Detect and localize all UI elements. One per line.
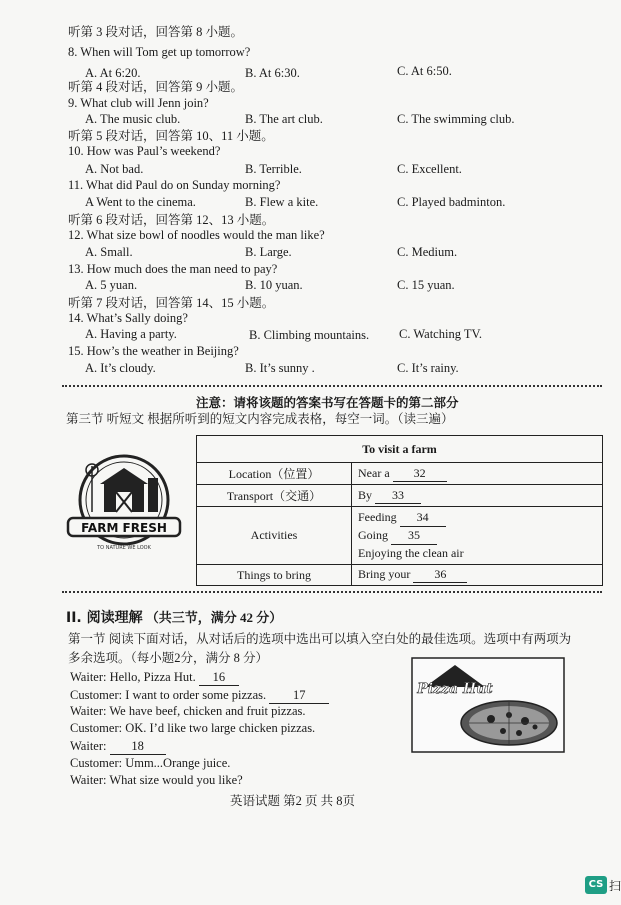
q12-option-c: C. Medium.	[397, 245, 458, 259]
transport-prefix: By	[358, 487, 373, 502]
pizza-hut-image	[411, 657, 565, 753]
blank-35[interactable]: 35	[391, 527, 437, 545]
section-heading-3: 听第 3 段对话，回答第 8 小题。	[68, 25, 244, 39]
row-activities-label: Activities	[197, 507, 352, 565]
camscanner-badge[interactable]: CS	[585, 876, 607, 894]
q13-option-b: B. 10 yuan.	[245, 278, 303, 292]
q12-option-b: B. Large.	[245, 245, 292, 259]
q10-option-c: C. Excellent.	[397, 162, 462, 176]
row-things-value	[352, 565, 603, 586]
q10-option-a: A. Not bad.	[85, 162, 144, 176]
blank-33[interactable]: 33	[375, 488, 421, 504]
question-13: 13. How much does the man need to pay?	[68, 262, 278, 276]
blank-36[interactable]: 36	[413, 567, 467, 583]
q8-option-a: A. At 6:20.	[85, 66, 141, 80]
q10-option-b: B. Terrible.	[245, 162, 302, 176]
pizza-hut-logo-text: Pizza Hut	[417, 681, 493, 697]
part2-title-note: （共三节，满分 42 分）	[145, 610, 283, 625]
q14-option-b: B. Climbing mountains.	[249, 328, 370, 342]
part2-title: II. 阅读理解	[66, 610, 143, 626]
blank-16[interactable]: 16	[199, 670, 239, 686]
q8-option-b: B. At 6:30.	[245, 66, 300, 80]
farm-visit-table	[196, 435, 603, 586]
dialog-5-text: Waiter:	[70, 739, 107, 753]
section-heading-4: 听第 4 段对话，回答第 9 小题。	[68, 80, 244, 94]
blank-17[interactable]: 17	[269, 688, 329, 704]
dialog-line-7: Waiter: What size would you like?	[70, 773, 243, 787]
row-location-label: Location（位置）	[197, 463, 352, 485]
section-heading-6: 听第 6 段对话，回答第 12、13 小题。	[68, 213, 275, 227]
enjoying-clean-air: Enjoying the clean air	[358, 546, 464, 560]
answer-notice: 注意：请将该题的答案书写在答题卡的第二部分	[196, 396, 459, 410]
farm-fresh-logo	[66, 452, 182, 556]
q9-option-b: B. The art club.	[245, 112, 323, 126]
q15-option-a: A. It’s cloudy.	[85, 361, 156, 375]
dialog-2-text: Customer: I want to order some pizzas.	[70, 688, 267, 702]
q11-option-a: A Went to the cinema.	[85, 195, 196, 209]
feeding-prefix: Feeding	[358, 510, 397, 524]
scan-label[interactable]: 扫	[609, 879, 621, 893]
table-title: To visit a farm	[197, 436, 603, 463]
q14-option-c: C. Watching TV.	[399, 327, 483, 341]
q15-option-b: B. It’s sunny .	[245, 361, 315, 375]
q9-option-c: C. The swimming club.	[397, 112, 515, 126]
farm-logo-subtext: TO NATURE WE LOOK	[97, 545, 151, 551]
location-prefix: Near a	[358, 465, 390, 480]
q14-option-a: A. Having a party.	[85, 327, 177, 341]
question-15: 15. How’s the weather in Beijing?	[68, 344, 239, 358]
dotted-divider-2	[62, 591, 602, 593]
section-3-heading: 第三节 听短文 根据所听到的短文内容完成表格，每空一词。（读三遍）	[66, 412, 454, 426]
q15-option-c: C. It’s rainy.	[397, 361, 459, 375]
q13-option-a: A. 5 yuan.	[85, 278, 138, 292]
dialog-line-6: Customer: Umm...Orange juice.	[70, 756, 231, 770]
blank-34[interactable]: 34	[400, 509, 446, 527]
going-prefix: Going	[358, 528, 388, 542]
blank-32[interactable]: 32	[393, 466, 447, 482]
question-11: 11. What did Paul do on Sunday morning?	[68, 178, 281, 192]
bring-prefix: Bring your	[358, 567, 411, 581]
q13-option-c: C. 15 yuan.	[397, 278, 455, 292]
row-location-value	[352, 463, 603, 485]
dialog-1-text: Waiter: Hello, Pizza Hut.	[70, 670, 196, 684]
dotted-divider	[62, 385, 602, 387]
question-10: 10. How was Paul’s weekend?	[68, 144, 221, 158]
row-activities-value	[352, 507, 603, 565]
part2-instruction-2: 多余选项。（每小题2分，满分 8 分）	[68, 651, 269, 665]
question-14: 14. What’s Sally doing?	[68, 311, 188, 325]
q11-option-b: B. Flew a kite.	[245, 195, 319, 209]
q9-option-a: A. The music club.	[85, 112, 181, 126]
blank-18[interactable]: 18	[110, 739, 166, 755]
question-8: 8. When will Tom get up tomorrow?	[68, 45, 251, 59]
row-things-label: Things to bring	[197, 565, 352, 586]
question-9: 9. What club will Jenn join?	[68, 96, 209, 110]
q12-option-a: A. Small.	[85, 245, 133, 259]
section-heading-7: 听第 7 段对话，回答第 14、15 小题。	[68, 296, 275, 310]
q11-option-c: C. Played badminton.	[397, 195, 506, 209]
page-footer: 英语试题 第2 页 共 8页	[230, 794, 356, 808]
part2-instruction-1: 第一节 阅读下面对话，从对话后的选项中选出可以填入空白处的最佳选项。选项中有两项为	[68, 632, 572, 646]
part2-title-row	[66, 607, 282, 627]
section-heading-5: 听第 5 段对话，回答第 10、11 小题。	[68, 129, 274, 143]
dialog-line-3: Waiter: We have beef, chicken and fruit pizzas.	[70, 704, 306, 718]
farm-logo-text: FARM FRESH	[81, 521, 167, 535]
q8-option-c: C. At 6:50.	[397, 64, 452, 78]
row-transport-label: Transport（交通）	[197, 485, 352, 507]
row-transport-value	[352, 485, 603, 507]
dialog-line-4: Customer: OK. I’d like two large chicken pizzas.	[70, 721, 316, 735]
dialog-line-5	[70, 739, 166, 755]
question-12: 12. What size bowl of noodles would the man like?	[68, 228, 325, 242]
dialog-line-1	[70, 670, 239, 686]
dialog-line-2	[70, 688, 329, 704]
